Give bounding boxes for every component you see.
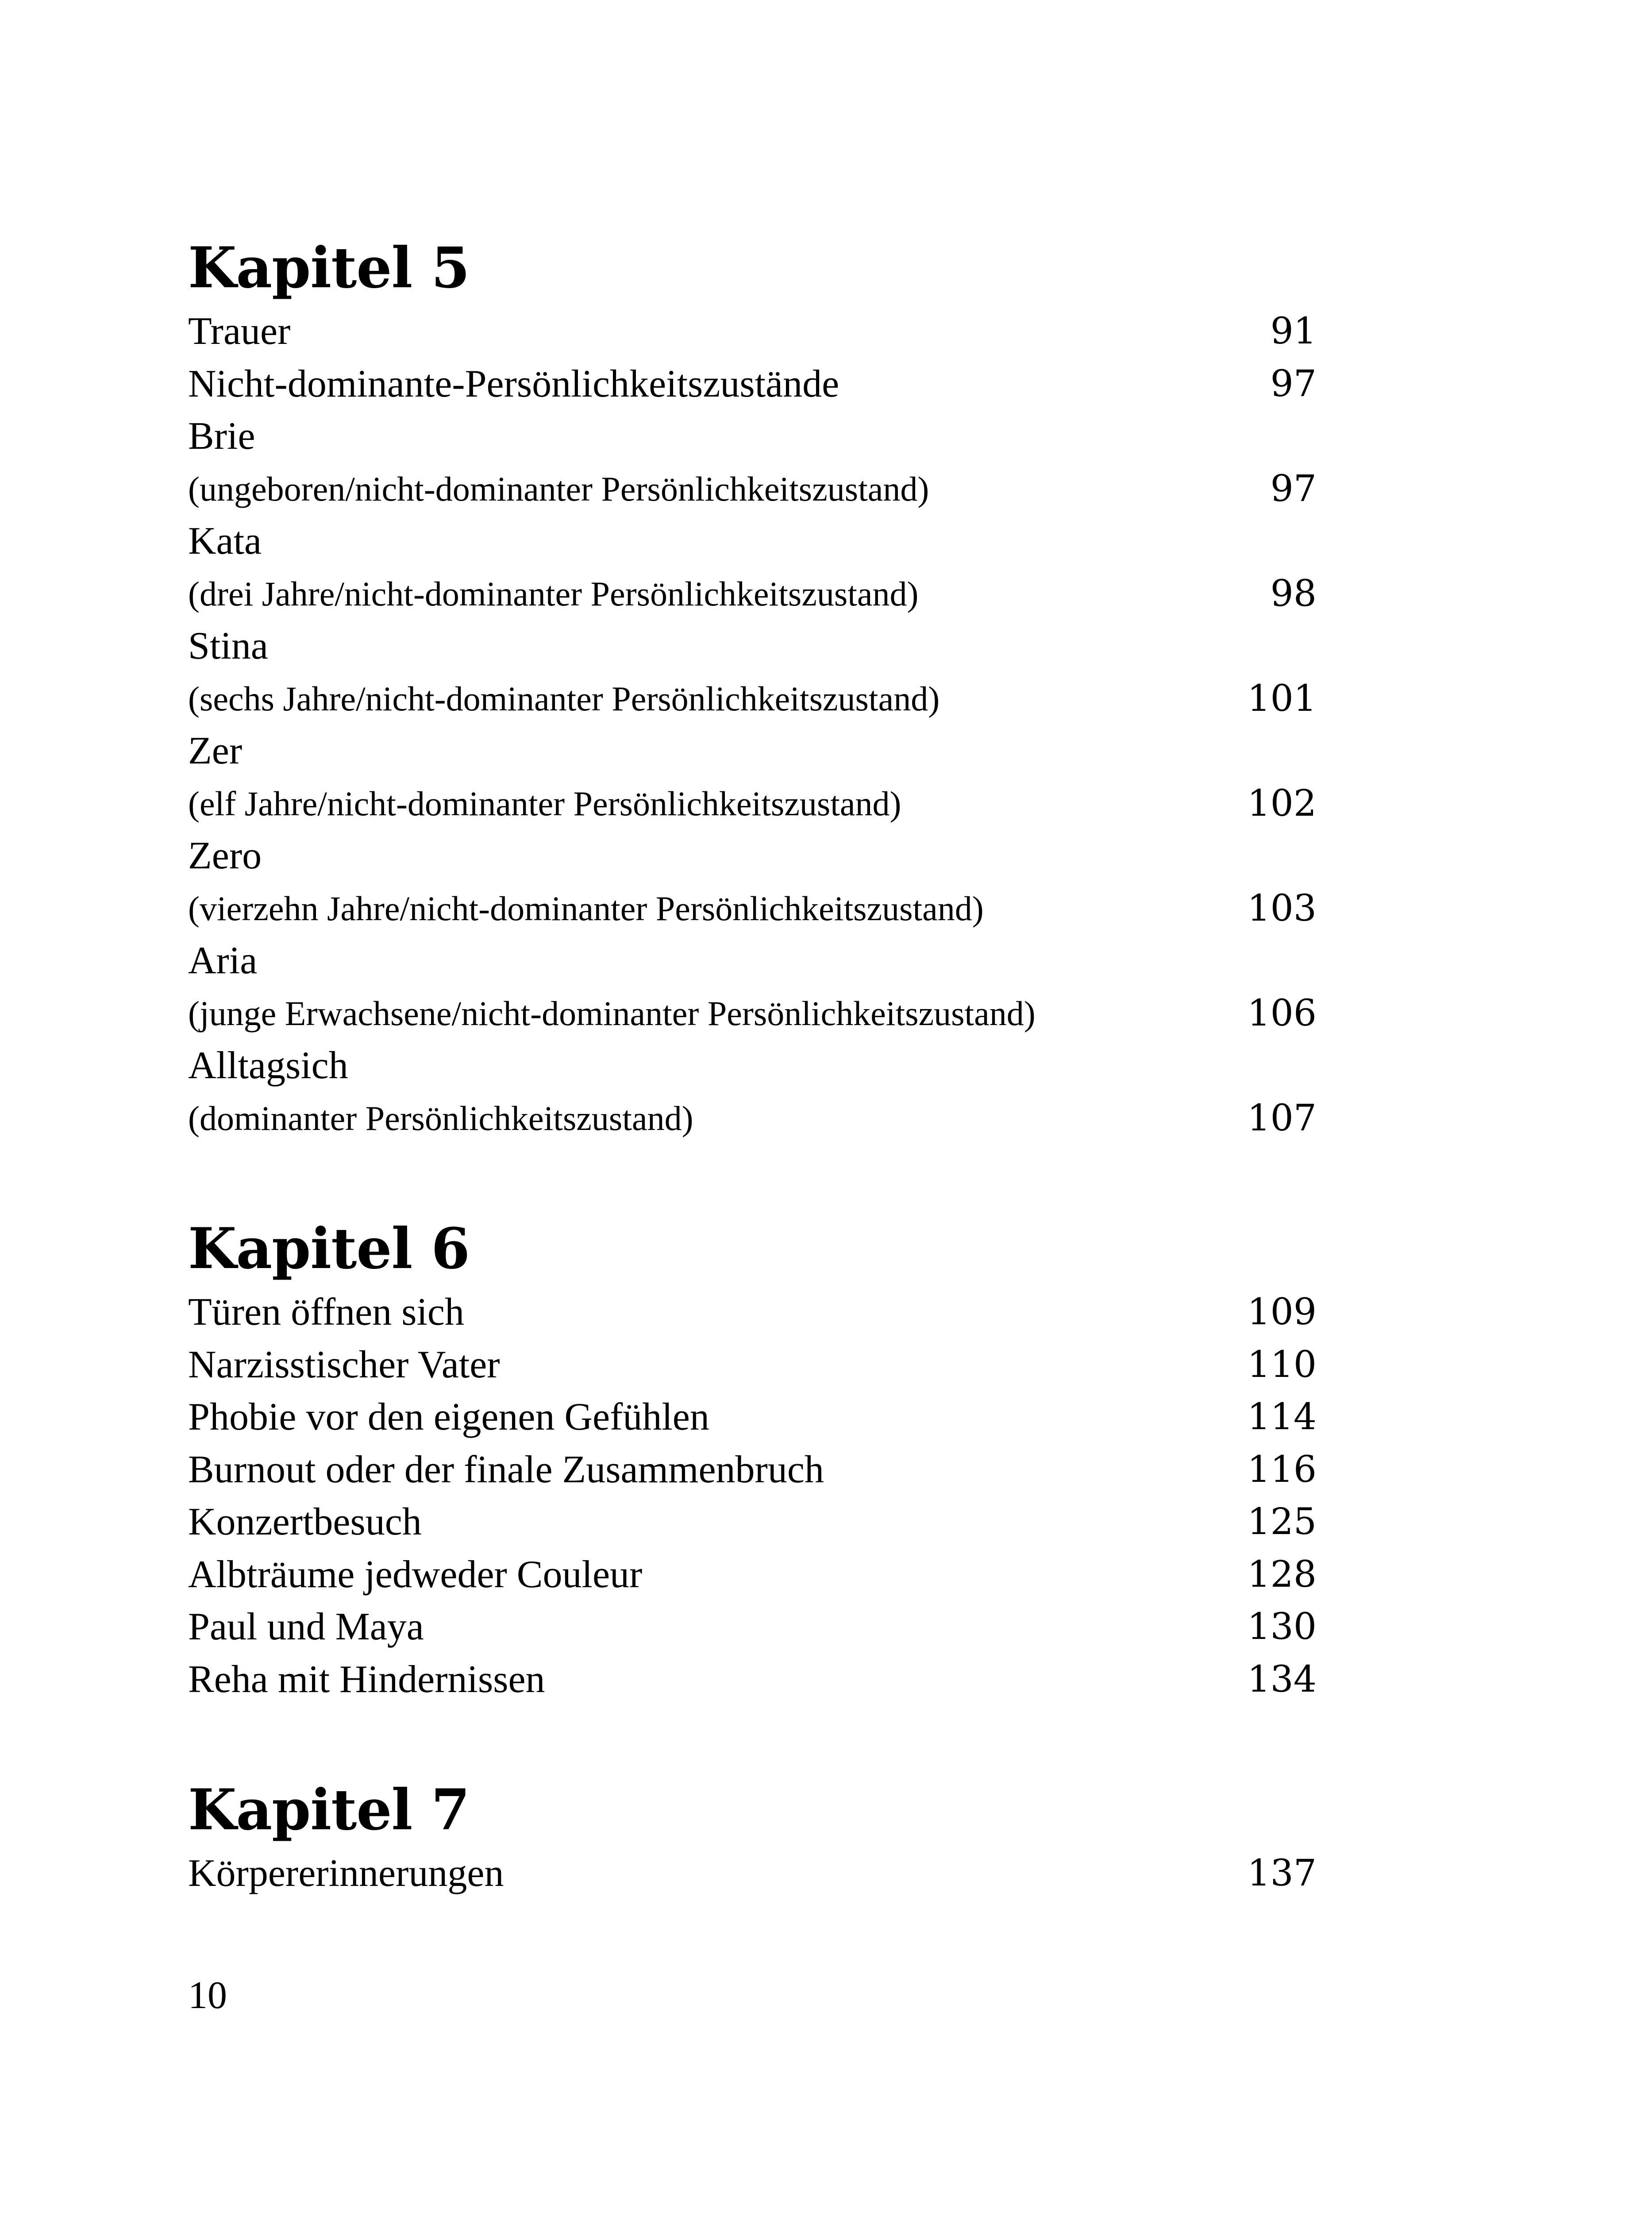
entry-title: Narzisstischer Vater [188, 1343, 500, 1386]
toc-subline [188, 463, 1317, 516]
entry-title: Alltagsich [188, 1044, 348, 1087]
toc-entry [188, 830, 1317, 935]
toc-entry [188, 1444, 1317, 1496]
chapter-5 [188, 230, 1317, 1145]
toc-line [188, 935, 1317, 987]
toc-line [188, 305, 1317, 358]
toc-subline [188, 568, 1317, 621]
toc-entry [188, 305, 1317, 358]
toc-entry [188, 1496, 1317, 1549]
entry-title: Konzertbesuch [188, 1500, 422, 1544]
toc-line [188, 410, 1317, 463]
entry-page-number: 107 [1247, 1097, 1317, 1139]
toc-subline [188, 987, 1317, 1040]
entry-page-number: 130 [1247, 1606, 1317, 1648]
toc-line [188, 830, 1317, 883]
toc-line [188, 1601, 1317, 1654]
toc-entry [188, 515, 1317, 620]
toc-line [188, 1444, 1317, 1496]
toc-line [188, 1496, 1317, 1549]
entry-subtitle: (vierzehn Jahre/nicht-dominanter Persönlichkeitszustand) [188, 889, 984, 928]
entry-page-number: 128 [1247, 1553, 1317, 1596]
chapter-heading: Kapitel 5 [188, 235, 470, 301]
toc-line [188, 725, 1317, 778]
toc-subline [188, 673, 1317, 725]
toc-entry [188, 410, 1317, 515]
chapter-entries [188, 1847, 1317, 1900]
toc-entry [188, 935, 1317, 1040]
entry-title: Zero [188, 834, 262, 878]
toc-line [188, 620, 1317, 673]
entry-page-number: 102 [1247, 782, 1317, 825]
entry-subtitle: (junge Erwachsene/nicht-dominanter Persönlichkeitszustand) [188, 994, 1036, 1033]
toc-line [188, 1847, 1317, 1900]
entry-title: Türen öffnen sich [188, 1291, 464, 1334]
entry-title: Körpererinnerungen [188, 1852, 504, 1895]
entry-title: Albträume jedweder Couleur [188, 1553, 643, 1596]
entry-title: Phobie vor den eigenen Gefühlen [188, 1396, 709, 1439]
chapter-6 [188, 1211, 1317, 1706]
toc-entry [188, 1339, 1317, 1392]
toc-line [188, 1654, 1317, 1706]
toc-entry [188, 1654, 1317, 1706]
page-number: 10 [188, 1974, 227, 2017]
entry-page-number: 125 [1247, 1501, 1317, 1543]
entry-title: Kata [188, 520, 262, 563]
entry-page-number: 134 [1247, 1658, 1317, 1700]
chapter-entries [188, 305, 1317, 1145]
toc-entry [188, 1549, 1317, 1601]
entry-title: Burnout oder der finale Zusammenbruch [188, 1448, 824, 1491]
toc-line [188, 515, 1317, 568]
chapter-heading: Kapitel 7 [188, 1777, 470, 1843]
entry-title: Brie [188, 415, 255, 458]
toc-entry [188, 1847, 1317, 1900]
toc-line [188, 1549, 1317, 1601]
entry-title: Stina [188, 625, 268, 668]
entry-subtitle: (elf Jahre/nicht-dominanter Persönlichkeitszustand) [188, 784, 901, 823]
entry-page-number: 116 [1247, 1448, 1317, 1491]
entry-title: Paul und Maya [188, 1605, 424, 1649]
chapter-heading: Kapitel 6 [188, 1216, 470, 1281]
toc-line [188, 1040, 1317, 1092]
chapter-7 [188, 1772, 1317, 1900]
entry-page-number: 109 [1247, 1291, 1317, 1334]
entry-subtitle: (dominanter Persönlichkeitszustand) [188, 1099, 693, 1137]
toc-subline [188, 1092, 1317, 1145]
entry-title: Zer [188, 729, 243, 773]
entry-title: Trauer [188, 310, 291, 353]
entry-page-number: 137 [1247, 1852, 1317, 1895]
toc-line [188, 1391, 1317, 1444]
toc-entry [188, 725, 1317, 830]
toc-entry [188, 1601, 1317, 1654]
entry-page-number: 110 [1247, 1343, 1317, 1386]
toc-entry [188, 1286, 1317, 1339]
entry-page-number: 98 [1270, 572, 1317, 615]
toc-subline [188, 883, 1317, 935]
toc-entry [188, 1391, 1317, 1444]
toc-entry [188, 620, 1317, 725]
entry-page-number: 106 [1247, 992, 1317, 1034]
entry-subtitle: (drei Jahre/nicht-dominanter Persönlichkeitszustand) [188, 574, 919, 613]
toc-entry [188, 1040, 1317, 1145]
toc-subline [188, 778, 1317, 830]
toc-line [188, 1286, 1317, 1339]
entry-page-number: 97 [1270, 362, 1317, 405]
entry-title: Nicht-dominante-Persönlichkeitszustände [188, 362, 839, 405]
entry-subtitle: (sechs Jahre/nicht-dominanter Persönlichkeitszustand) [188, 679, 940, 718]
chapter-entries [188, 1286, 1317, 1706]
entry-title: Reha mit Hindernissen [188, 1658, 545, 1701]
toc-line [188, 1339, 1317, 1392]
entry-page-number: 97 [1270, 467, 1317, 510]
entry-page-number: 101 [1247, 677, 1317, 720]
entry-page-number: 91 [1270, 310, 1317, 353]
toc-line [188, 358, 1317, 411]
entry-title: Aria [188, 939, 258, 983]
toc-entry [188, 358, 1317, 411]
entry-subtitle: (ungeboren/nicht-dominanter Persönlichkeitszustand) [188, 469, 929, 508]
table-of-contents [188, 230, 1317, 1900]
entry-page-number: 114 [1247, 1396, 1317, 1438]
entry-page-number: 103 [1247, 887, 1317, 929]
